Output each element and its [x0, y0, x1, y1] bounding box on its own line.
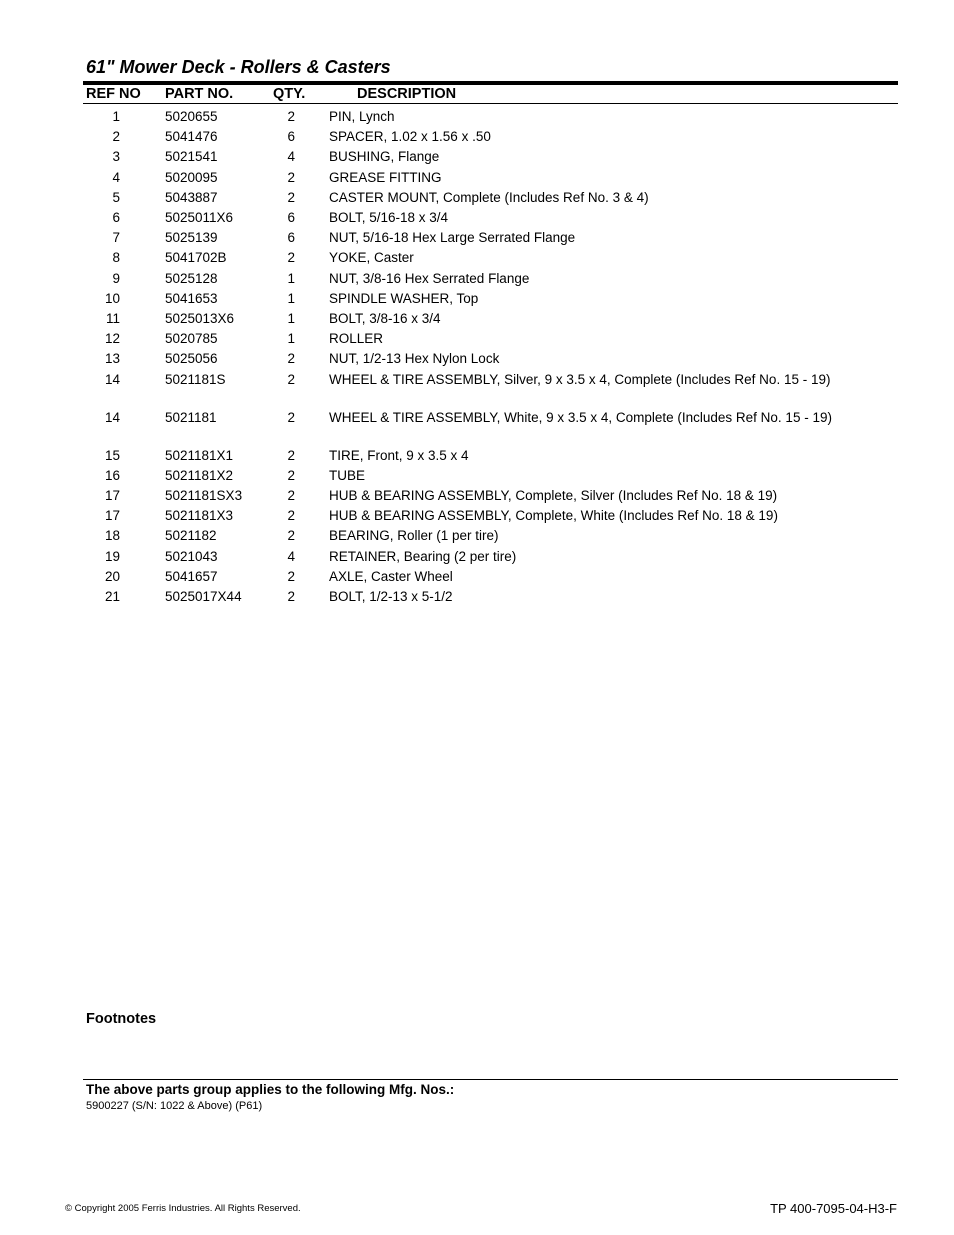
qty-cell: 2 — [287, 169, 295, 185]
qty-cell: 4 — [287, 548, 295, 564]
part-no-cell: 5021181X1 — [165, 447, 234, 463]
description-cell: NUT, 5/16-18 Hex Large Serrated Flange — [329, 230, 576, 246]
description-cell: HUB & BEARING ASSEMBLY, Complete, White (Includes Ref No. 18 & 19) — [329, 508, 778, 524]
qty-cell: 2 — [287, 568, 295, 584]
ref-no-cell: 17 — [104, 488, 120, 503]
qty-cell: 2 — [287, 447, 295, 463]
description-cell: NUT, 3/8-16 Hex Serrated Flange — [329, 270, 530, 286]
description-cell: WHEEL & TIRE ASSEMBLY, White, 9 x 3.5 x 4, Complete (Includes Ref No. 15 - 19) — [329, 409, 832, 425]
ref-no-cell: 20 — [104, 568, 120, 584]
part-no-cell: 5025017X44 — [165, 589, 242, 604]
ref-no-cell: 5 — [112, 189, 120, 205]
ref-no-cell: 3 — [112, 149, 120, 165]
qty-cell: 1 — [287, 311, 295, 326]
description-cell: BOLT, 5/16-18 x 3/4 — [329, 210, 449, 225]
description-cell: YOKE, Caster — [329, 250, 414, 266]
description-cell: BOLT, 3/8-16 x 3/4 — [329, 311, 441, 326]
description-cell: TIRE, Front, 9 x 3.5 x 4 — [329, 447, 469, 463]
copyright: © Copyright 2005 Ferris Industries. All Rights Reserved. — [65, 1203, 301, 1214]
description-cell: CASTER MOUNT, Complete (Includes Ref No. 3 & 4) — [329, 189, 649, 205]
qty-cell: 2 — [287, 508, 295, 524]
part-no-cell: 5025013X6 — [165, 311, 235, 326]
applies-rule — [83, 1079, 898, 1080]
part-no-cell: 5025128 — [165, 270, 218, 286]
description-cell: GREASE FITTING — [329, 169, 442, 185]
ref-no-cell: 1 — [112, 109, 120, 124]
ref-no-cell: 12 — [104, 331, 120, 347]
ref-no-cell: 19 — [104, 548, 120, 564]
part-no-cell: 5041657 — [165, 568, 218, 584]
part-no-cell: 5021181SX3 — [165, 488, 243, 503]
part-no-cell: 5020095 — [165, 169, 218, 185]
part-no-cell: 5021541 — [165, 149, 218, 165]
part-no-cell: 5021182 — [165, 528, 217, 544]
ref-no-cell: 9 — [112, 270, 120, 286]
applies-item: 5900227 (S/N: 1022 & Above) (P61) — [86, 1100, 263, 1112]
page-title: 61" Mower Deck - Rollers & Casters — [86, 57, 391, 77]
part-no-cell: 5021181X2 — [165, 467, 234, 483]
qty-cell: 6 — [287, 230, 295, 246]
description-cell: HUB & BEARING ASSEMBLY, Complete, Silver (Includes Ref No. 18 & 19) — [329, 488, 778, 503]
ref-no-cell: 15 — [104, 447, 120, 463]
description-cell: NUT, 1/2-13 Hex Nylon Lock — [329, 351, 500, 367]
description-cell: PIN, Lynch — [329, 109, 395, 124]
part-no-cell: 5043887 — [165, 189, 218, 205]
ref-no-cell: 17 — [104, 508, 120, 524]
part-no-cell: 5025011X6 — [165, 210, 234, 225]
qty-cell: 2 — [287, 528, 295, 544]
ref-no-cell: 13 — [104, 351, 120, 367]
ref-no-cell: 8 — [112, 250, 120, 266]
description-cell: BUSHING, Flange — [329, 149, 440, 165]
ref-no-cell: 18 — [104, 528, 120, 544]
qty-cell: 2 — [287, 189, 295, 205]
description-cell: WHEEL & TIRE ASSEMBLY, Silver, 9 x 3.5 x 4, Complete (Includes Ref No. 15 - 19) — [329, 371, 831, 387]
description-cell: RETAINER, Bearing (2 per tire) — [329, 548, 517, 564]
part-no-cell: 5041653 — [165, 290, 218, 306]
header-qty: QTY. — [273, 86, 306, 102]
qty-cell: 4 — [287, 149, 295, 165]
part-no-cell: 5021181X3 — [165, 508, 234, 524]
description-cell: SPINDLE WASHER, Top — [329, 290, 479, 306]
qty-cell: 2 — [287, 250, 295, 266]
part-no-cell: 5020655 — [165, 109, 218, 124]
ref-no-cell: 2 — [112, 129, 120, 145]
qty-cell: 2 — [287, 371, 295, 387]
header-rule — [83, 103, 898, 104]
qty-cell: 2 — [287, 589, 295, 604]
qty-cell: 2 — [287, 409, 295, 425]
description-cell: AXLE, Caster Wheel — [329, 568, 453, 584]
applies-heading: The above parts group applies to the following Mfg. Nos.: — [86, 1082, 455, 1097]
ref-no-cell: 11 — [105, 311, 120, 326]
ref-no-cell: 10 — [104, 290, 120, 306]
header-part-no: PART NO. — [165, 86, 234, 102]
qty-cell: 6 — [287, 210, 295, 225]
part-no-cell: 5021181 — [165, 409, 217, 425]
qty-cell: 2 — [287, 467, 295, 483]
part-no-cell: 5021181S — [165, 371, 226, 387]
doc-number: TP 400-7095-04-H3-F — [770, 1201, 897, 1216]
qty-cell: 1 — [287, 331, 295, 347]
header-ref-no: REF NO — [86, 86, 141, 102]
ref-no-cell: 14 — [104, 409, 120, 425]
part-no-cell: 5041702B — [165, 250, 227, 266]
qty-cell: 2 — [287, 351, 295, 367]
description-cell: ROLLER — [329, 331, 384, 347]
ref-no-cell: 14 — [104, 371, 120, 387]
description-cell: BOLT, 1/2-13 x 5-1/2 — [329, 589, 453, 604]
qty-cell: 1 — [287, 270, 295, 286]
ref-no-cell: 16 — [104, 467, 120, 483]
qty-cell: 6 — [287, 129, 295, 145]
description-cell: BEARING, Roller (1 per tire) — [329, 528, 499, 544]
qty-cell: 2 — [287, 109, 295, 124]
part-no-cell: 5041476 — [165, 129, 218, 145]
ref-no-cell: 7 — [112, 230, 120, 246]
part-no-cell: 5021043 — [165, 548, 218, 564]
description-cell: SPACER, 1.02 x 1.56 x .50 — [329, 129, 491, 145]
qty-cell: 2 — [287, 488, 295, 503]
footnotes-label: Footnotes — [86, 1011, 157, 1027]
part-no-cell: 5020785 — [165, 331, 218, 347]
part-no-cell: 5025139 — [165, 230, 218, 246]
ref-no-cell: 4 — [112, 169, 120, 185]
qty-cell: 1 — [287, 290, 295, 306]
title-rule — [83, 81, 898, 85]
description-cell: TUBE — [329, 467, 366, 483]
ref-no-cell: 6 — [112, 210, 120, 225]
ref-no-cell: 21 — [104, 589, 120, 604]
header-description: DESCRIPTION — [357, 86, 457, 102]
part-no-cell: 5025056 — [165, 351, 218, 367]
